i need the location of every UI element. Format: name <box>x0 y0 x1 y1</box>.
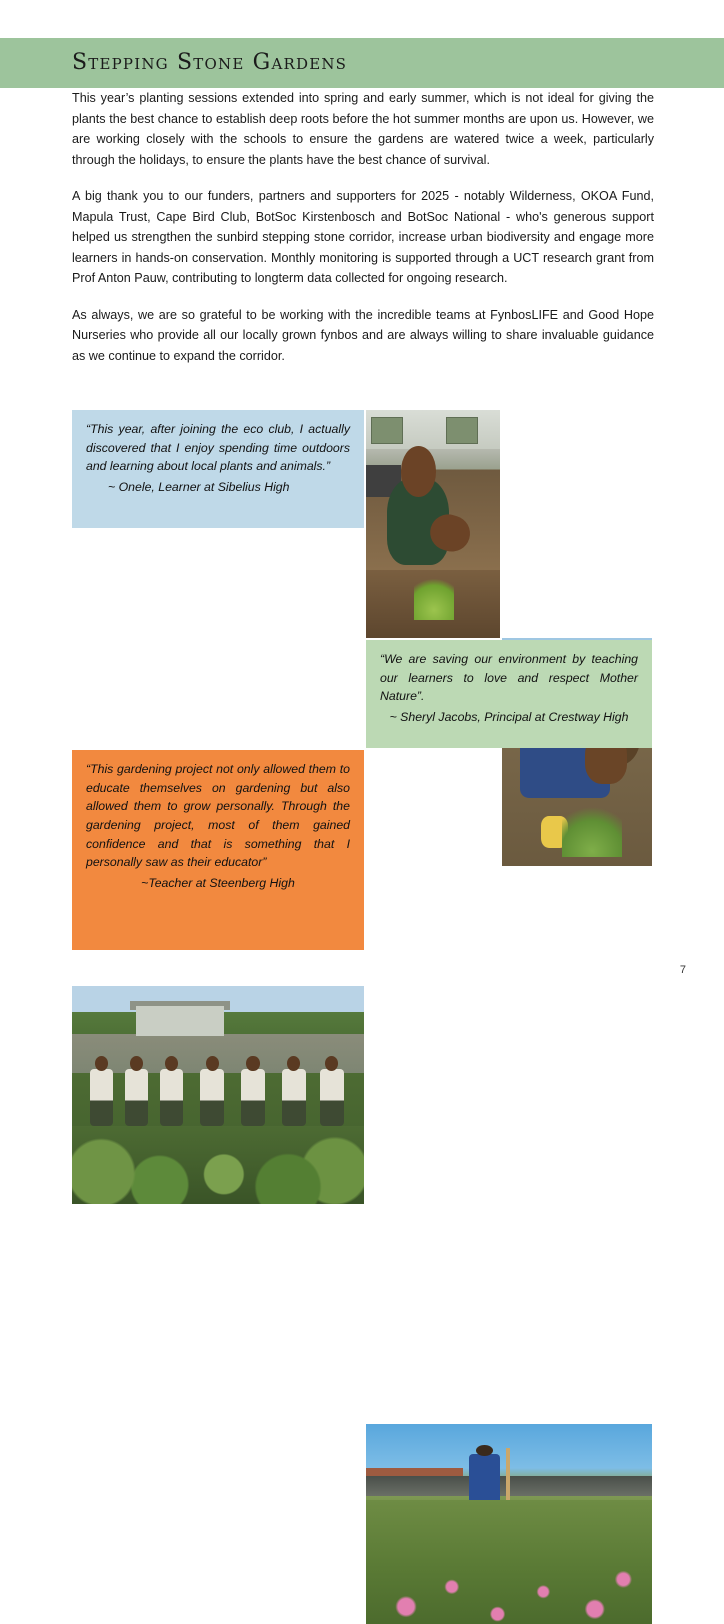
person-head <box>206 1056 219 1071</box>
quote-teacher-attribution: ~Teacher at Steenberg High <box>141 876 295 891</box>
paragraph-thank-you-funders: A big thank you to our funders, partners and supporters for 2025 - notably Wilderness, OKOA Fund, Mapula Trust, Cape Bird Club, BotSoc Kirstenbosch and BotSoc National - who's generous support helped us strengthen the sunbird stepping stone corridor, increase urban biodiversity and engage more learners in hands-on conservation. Monthly monitoring is supported through a UCT research grant from Prof Anton Pauw, contributing to longterm data collected for ongoing research. <box>72 189 654 286</box>
quote-sheryl <box>366 640 652 748</box>
page-number: 7 <box>679 964 686 976</box>
body-content <box>72 88 654 366</box>
person-head <box>476 1445 494 1456</box>
photo-group-nursery <box>72 986 364 1204</box>
group-person <box>241 1069 264 1126</box>
field-worker <box>469 1454 500 1506</box>
quote-teacher <box>72 750 364 950</box>
paragraph-nursery-partners: As always, we are so grateful to be working with the incredible teams at FynbosLIFE and Good Hope Nurseries who provide all our locally grown fynbos and are always willing to share invaluable guidance as we continue to expand the corridor. <box>72 307 654 363</box>
seedling-plant <box>414 570 454 620</box>
person-head <box>325 1056 338 1071</box>
person-head <box>246 1056 259 1071</box>
quote-onele <box>72 410 364 528</box>
group-person <box>200 1069 223 1126</box>
quote-sheryl-text: “We are saving our environment by teaching our learners to love and respect Mother Nature”. <box>380 652 638 704</box>
group-person <box>125 1069 148 1126</box>
photo-learner-planting <box>366 410 500 638</box>
photo-collage <box>72 410 652 950</box>
page-title: Stepping Stone Gardens <box>72 50 348 75</box>
group-person <box>320 1069 343 1126</box>
nursery-plants <box>72 1126 364 1204</box>
learner-head <box>401 446 436 496</box>
person-head <box>287 1056 300 1071</box>
flowering-fynbos <box>366 1500 652 1624</box>
quote-sheryl-attribution: ~ Sheryl Jacobs, Principal at Crestway High <box>389 710 629 725</box>
paragraph-planting-sessions: This year’s planting sessions extended into spring and early summer, which is not ideal for giving the plants the best chance to establish deep roots before the hot summer months are upon us. However, we are working closely with the schools to ensure the gardens are watered twice a week, particularly through the holidays, to ensure the plants have the best chance of survival. <box>72 91 654 167</box>
person-head <box>165 1056 178 1071</box>
quote-onele-text: “This year, after joining the eco club, I actually discovered that I enjoy spending time outdoors and learning about local plants and animals.” <box>86 422 350 474</box>
group-person <box>160 1069 183 1126</box>
person-head <box>95 1056 108 1071</box>
nursery-building <box>136 1006 224 1037</box>
window-icon <box>446 417 477 444</box>
quote-onele-attribution: ~ Onele, Learner at Sibelius High <box>108 480 290 495</box>
photo-fynbos-field <box>366 1424 652 1624</box>
group-person <box>90 1069 113 1126</box>
group-person <box>282 1069 305 1126</box>
fynbos-plant <box>562 798 622 857</box>
window-icon <box>371 417 402 444</box>
person-head <box>130 1056 143 1071</box>
quote-teacher-text: “This gardening project not only allowed them to educate themselves on gardening but also allowed them to grow personally. Through the gardening project, most of them gained confidence and that is something that I personally saw as their educator” <box>86 762 350 870</box>
